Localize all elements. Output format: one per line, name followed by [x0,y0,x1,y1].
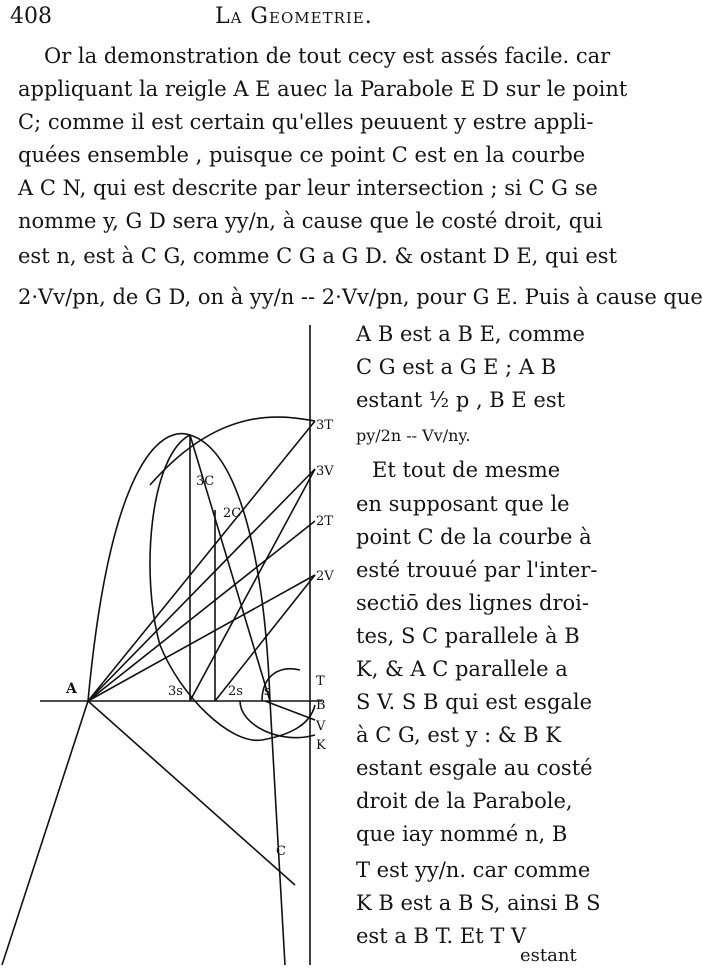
label-2C: 2C [223,506,242,521]
label-V: V [316,719,326,734]
line-A-2V [88,575,315,701]
column-line: sectiō des lignes droi- [356,591,589,615]
column-line: T est yy/n. car comme [356,858,591,882]
line-s-V [265,701,315,720]
line-A-down [2,701,88,965]
line-A-3T [88,421,315,701]
column-line: à C G, est y : & B K [356,723,562,747]
label-3V: 3V [316,464,334,479]
column-line: estant [520,945,577,966]
column-line: S V. S B qui est esgale [356,690,593,714]
label-3C: 3C [196,474,215,489]
text-line: est n, est à C G, comme C G a G D. & ostant D E, qui est [18,244,618,268]
column-line: en supposant que le [356,492,570,516]
label-B: B [316,698,326,713]
label-3T: 3T [316,418,333,433]
column-line: Et tout de mesme [372,458,561,482]
label-2V: 2V [316,569,334,584]
text-line: quées ensemble , puisque ce point C est en la courbe [18,143,586,167]
text-line: Or la demonstration de tout cecy est assés facile. car [44,44,611,68]
label-A: A [66,681,77,697]
label-2s: 2s [228,684,243,699]
label-2T: 2T [316,514,333,529]
column-line: K, & A C parallele a [356,657,568,681]
label-K: K [316,738,326,753]
text-line: nomme y, G D sera yy/n, à cause que le costé droit, qui [18,209,603,233]
line-A-3V [88,469,315,701]
label-C: C [276,844,286,859]
column-line: tes, S C parallele à B [356,624,580,648]
text-line: C; comme il est certain qu'elles peuuent y estre appli- [18,110,594,134]
column-line: K B est a B S, ainsi B S [356,891,601,915]
geometry-figure [0,325,360,965]
column-line: que iay nommé n, B [356,822,568,846]
parabola-curve [88,434,285,965]
text-line: A C N, qui est descrite par leur intersection ; si C G se [18,176,598,200]
column-line: est a B T. Et T V [356,924,527,948]
column-line: point C de la courbe à [356,525,592,549]
column-line: esté trouué par l'inter- [356,558,598,582]
running-title: La Geometrie. [215,4,373,29]
column-line: C G est a G E ; A B [356,355,557,379]
label-s: s [264,684,271,699]
column-line: droit de la Parabole, [356,789,573,813]
text-line: appliquant la reigle A E auec la Parabole E D sur le point [18,77,628,101]
column-line: py/2n -- Vv/ny. [356,426,471,445]
line-A-2T [88,521,315,701]
column-line: estant ½ p , B E est [356,388,566,412]
column-line: estant esgale au costé [356,756,593,780]
text-line: 2·Vv/pn, de G D, on à yy/n -- 2·Vv/pn, pour G E. Puis à cause que [18,285,703,309]
label-3s: 3s [168,684,183,699]
column-line: A B est a B E, comme [356,322,585,346]
line-A-C [88,701,295,885]
label-T: T [316,674,325,689]
page-number: 408 [10,4,52,29]
